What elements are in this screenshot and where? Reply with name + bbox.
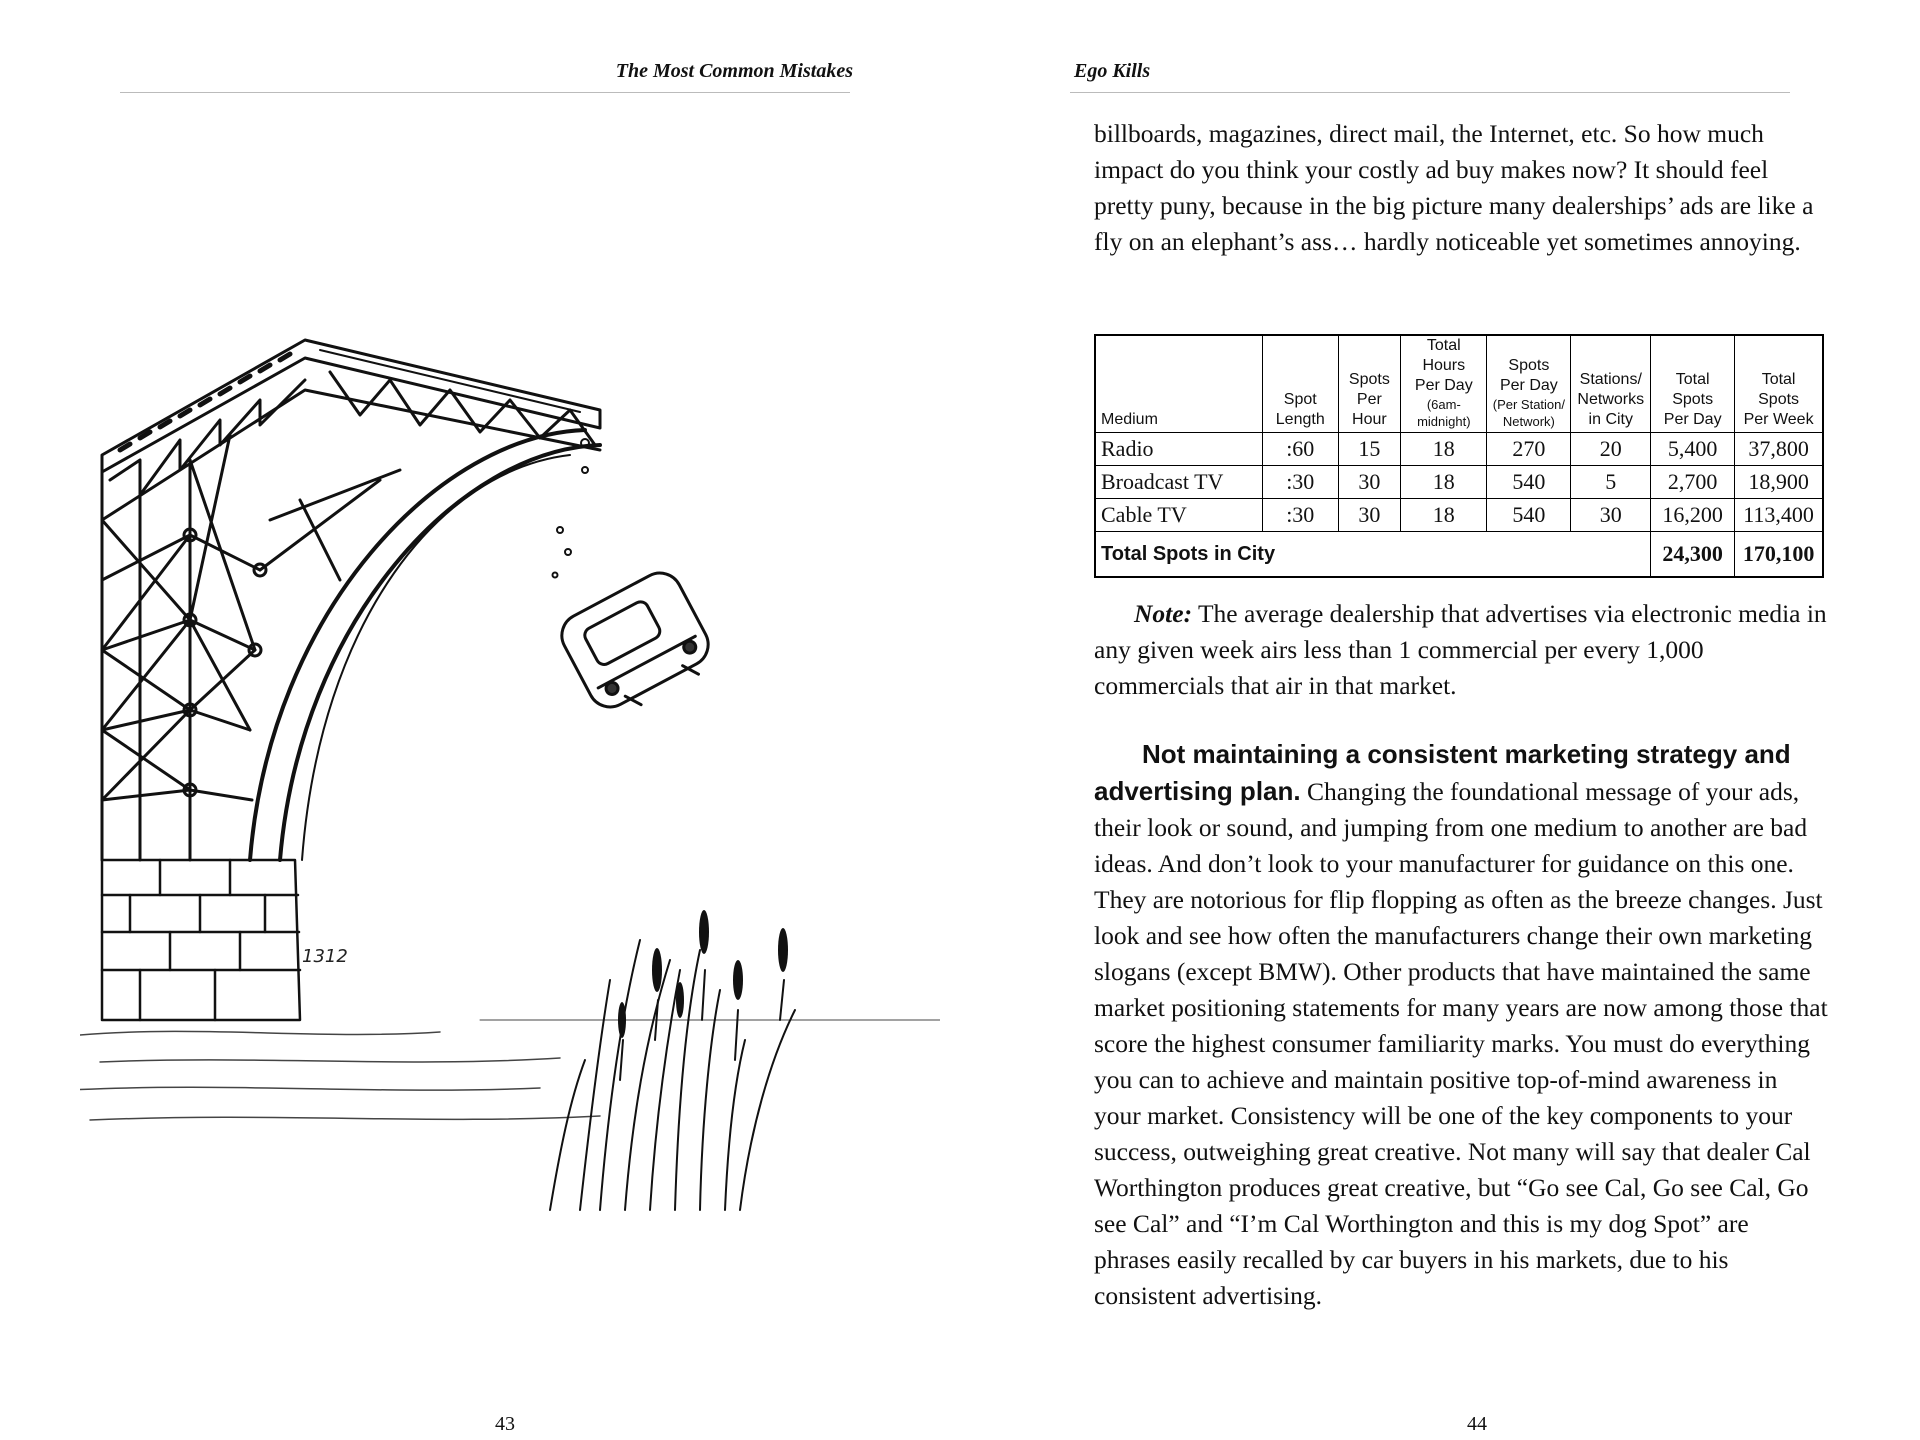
header-line: Per Day xyxy=(1663,411,1722,428)
bubbles xyxy=(553,439,590,578)
cell-spots-per-hour: 30 xyxy=(1338,466,1401,499)
cell-spots-per-day-station: 270 xyxy=(1487,433,1571,466)
cell-total-per-week: 18,900 xyxy=(1735,466,1823,499)
header-line: Per Week xyxy=(1743,411,1814,428)
header-line: Networks xyxy=(1577,391,1645,408)
header-line: (6am- xyxy=(1426,397,1461,412)
note-text: The average dealership that advertises via electronic media in any given week airs less than 1 commercial per every 1,000 commercials that air in that market. xyxy=(1094,599,1827,700)
cell-spots-per-hour: 30 xyxy=(1338,499,1401,532)
header-line: Hour xyxy=(1352,411,1387,428)
cell-medium: Cable TV xyxy=(1095,499,1263,532)
header-stations xyxy=(1571,335,1651,433)
cell-medium: Broadcast TV xyxy=(1095,466,1263,499)
page-number-left: 43 xyxy=(495,1413,515,1435)
header-spot-length xyxy=(1263,335,1339,433)
header-line: Total xyxy=(1675,371,1710,388)
section-paragraph xyxy=(1094,736,1829,1314)
header-line: Total Hours xyxy=(1422,337,1466,374)
total-per-day: 24,300 xyxy=(1651,532,1735,578)
cell-total-per-day: 2,700 xyxy=(1651,466,1735,499)
bridge-car-illustration xyxy=(80,320,940,1220)
cell-total-per-day: 5,400 xyxy=(1651,433,1735,466)
cell-spots-per-day-station: 540 xyxy=(1487,499,1571,532)
bridge-arch xyxy=(250,430,600,860)
cell-total-per-week: 113,400 xyxy=(1735,499,1823,532)
header-total-hours xyxy=(1401,335,1487,433)
header-rule-left xyxy=(120,92,850,93)
bridge-truss xyxy=(102,435,400,860)
table-header-row xyxy=(1095,335,1823,433)
table-row-broadcast-tv xyxy=(1095,466,1823,499)
cell-spot-length: :30 xyxy=(1263,466,1339,499)
cell-stations: 5 xyxy=(1571,466,1651,499)
header-medium: Medium xyxy=(1095,335,1263,433)
falling-car xyxy=(554,565,720,723)
cell-spot-length: :30 xyxy=(1263,499,1339,532)
table-total-row xyxy=(1095,532,1823,578)
note-paragraph xyxy=(1094,596,1829,704)
table-row-cable-tv xyxy=(1095,499,1823,532)
header-total-per-week xyxy=(1735,335,1823,433)
cell-spot-length: :60 xyxy=(1263,433,1339,466)
bridge-deck xyxy=(102,340,600,520)
running-head-left: The Most Common Mistakes xyxy=(615,60,853,82)
cell-medium: Radio xyxy=(1095,433,1263,466)
stone-pier xyxy=(102,860,300,1020)
header-spots-per-day-station xyxy=(1487,335,1571,433)
reeds xyxy=(550,940,795,1210)
header-line: Network) xyxy=(1502,414,1555,429)
header-line: Length xyxy=(1275,411,1325,428)
cell-total-hours: 18 xyxy=(1401,433,1487,466)
cell-stations: 20 xyxy=(1571,433,1651,466)
page-number-right: 44 xyxy=(1467,1413,1487,1435)
header-spots-per-hour xyxy=(1338,335,1401,433)
header-line: midnight) xyxy=(1417,414,1471,429)
ad-spots-table xyxy=(1094,334,1824,578)
total-per-week: 170,100 xyxy=(1735,532,1823,578)
cell-total-hours: 18 xyxy=(1401,466,1487,499)
intro-paragraph: billboards, magazines, direct mail, the Internet, etc. So how much impact do you think your costly ad buy makes now? It should feel pretty puny, because in the big picture many dealerships’ ads are like a fly on an elephant’s ass… hardly noticeable yet sometimes annoying. xyxy=(1094,119,1814,256)
header-line: Spots xyxy=(1508,357,1550,374)
header-rule-right xyxy=(1070,92,1790,93)
cell-total-hours: 18 xyxy=(1401,499,1487,532)
cell-total-per-day: 16,200 xyxy=(1651,499,1735,532)
cell-total-per-week: 37,800 xyxy=(1735,433,1823,466)
header-line: Spots xyxy=(1672,391,1714,408)
header-line: Spot xyxy=(1283,391,1317,408)
section-text: Changing the foundational message of your ads, their look or sound, and jumping from one medium to another are bad ideas. And don’t look to your manufacturer for guidance on this one. They are notorious for flip flopping as often as the breeze changes. Just look and see how often the manufacturers change their own marketing slogans (except BMW). Other products that have maintained the same market positioning statements for many years are now among those that score the highest consumer familiarity marks. You must do everything you can to achieve and maintain positive top-of-mind awareness in your market. Consistency will be one of the key components to your success, outweighing great creative. Not many will say that dealer Cal Worthington produces great creative, but “Go see Cal, Go see Cal, Go see Cal” and “I’m Cal Worthington and this is my dog Spot” are phrases easily recalled by car buyers in his markets, due to his consistent advertising. xyxy=(1094,777,1828,1310)
header-line: in City xyxy=(1588,411,1633,428)
artist-signature: 1312 xyxy=(302,946,348,967)
cell-spots-per-day-station: 540 xyxy=(1487,466,1571,499)
header-line: Spots xyxy=(1758,391,1800,408)
cell-stations: 30 xyxy=(1571,499,1651,532)
total-label: Total Spots in City xyxy=(1095,532,1651,578)
header-line: (Per Station/ xyxy=(1492,397,1566,412)
section-heading: Not maintaining a consistent marketing strategy and advertising plan. xyxy=(1094,739,1791,806)
header-line: Total xyxy=(1761,371,1796,388)
header-line: Per Day xyxy=(1414,377,1473,394)
cell-spots-per-hour: 15 xyxy=(1338,433,1401,466)
header-line: Stations/ xyxy=(1579,371,1642,388)
header-total-per-day xyxy=(1651,335,1735,433)
running-head-right: Ego Kills xyxy=(1074,60,1151,82)
header-line: Spots xyxy=(1348,371,1390,388)
water xyxy=(80,1020,940,1120)
header-line: Per Day xyxy=(1499,377,1558,394)
note-label: Note: xyxy=(1134,599,1193,628)
header-line: Per xyxy=(1356,391,1382,408)
table-row-radio xyxy=(1095,433,1823,466)
